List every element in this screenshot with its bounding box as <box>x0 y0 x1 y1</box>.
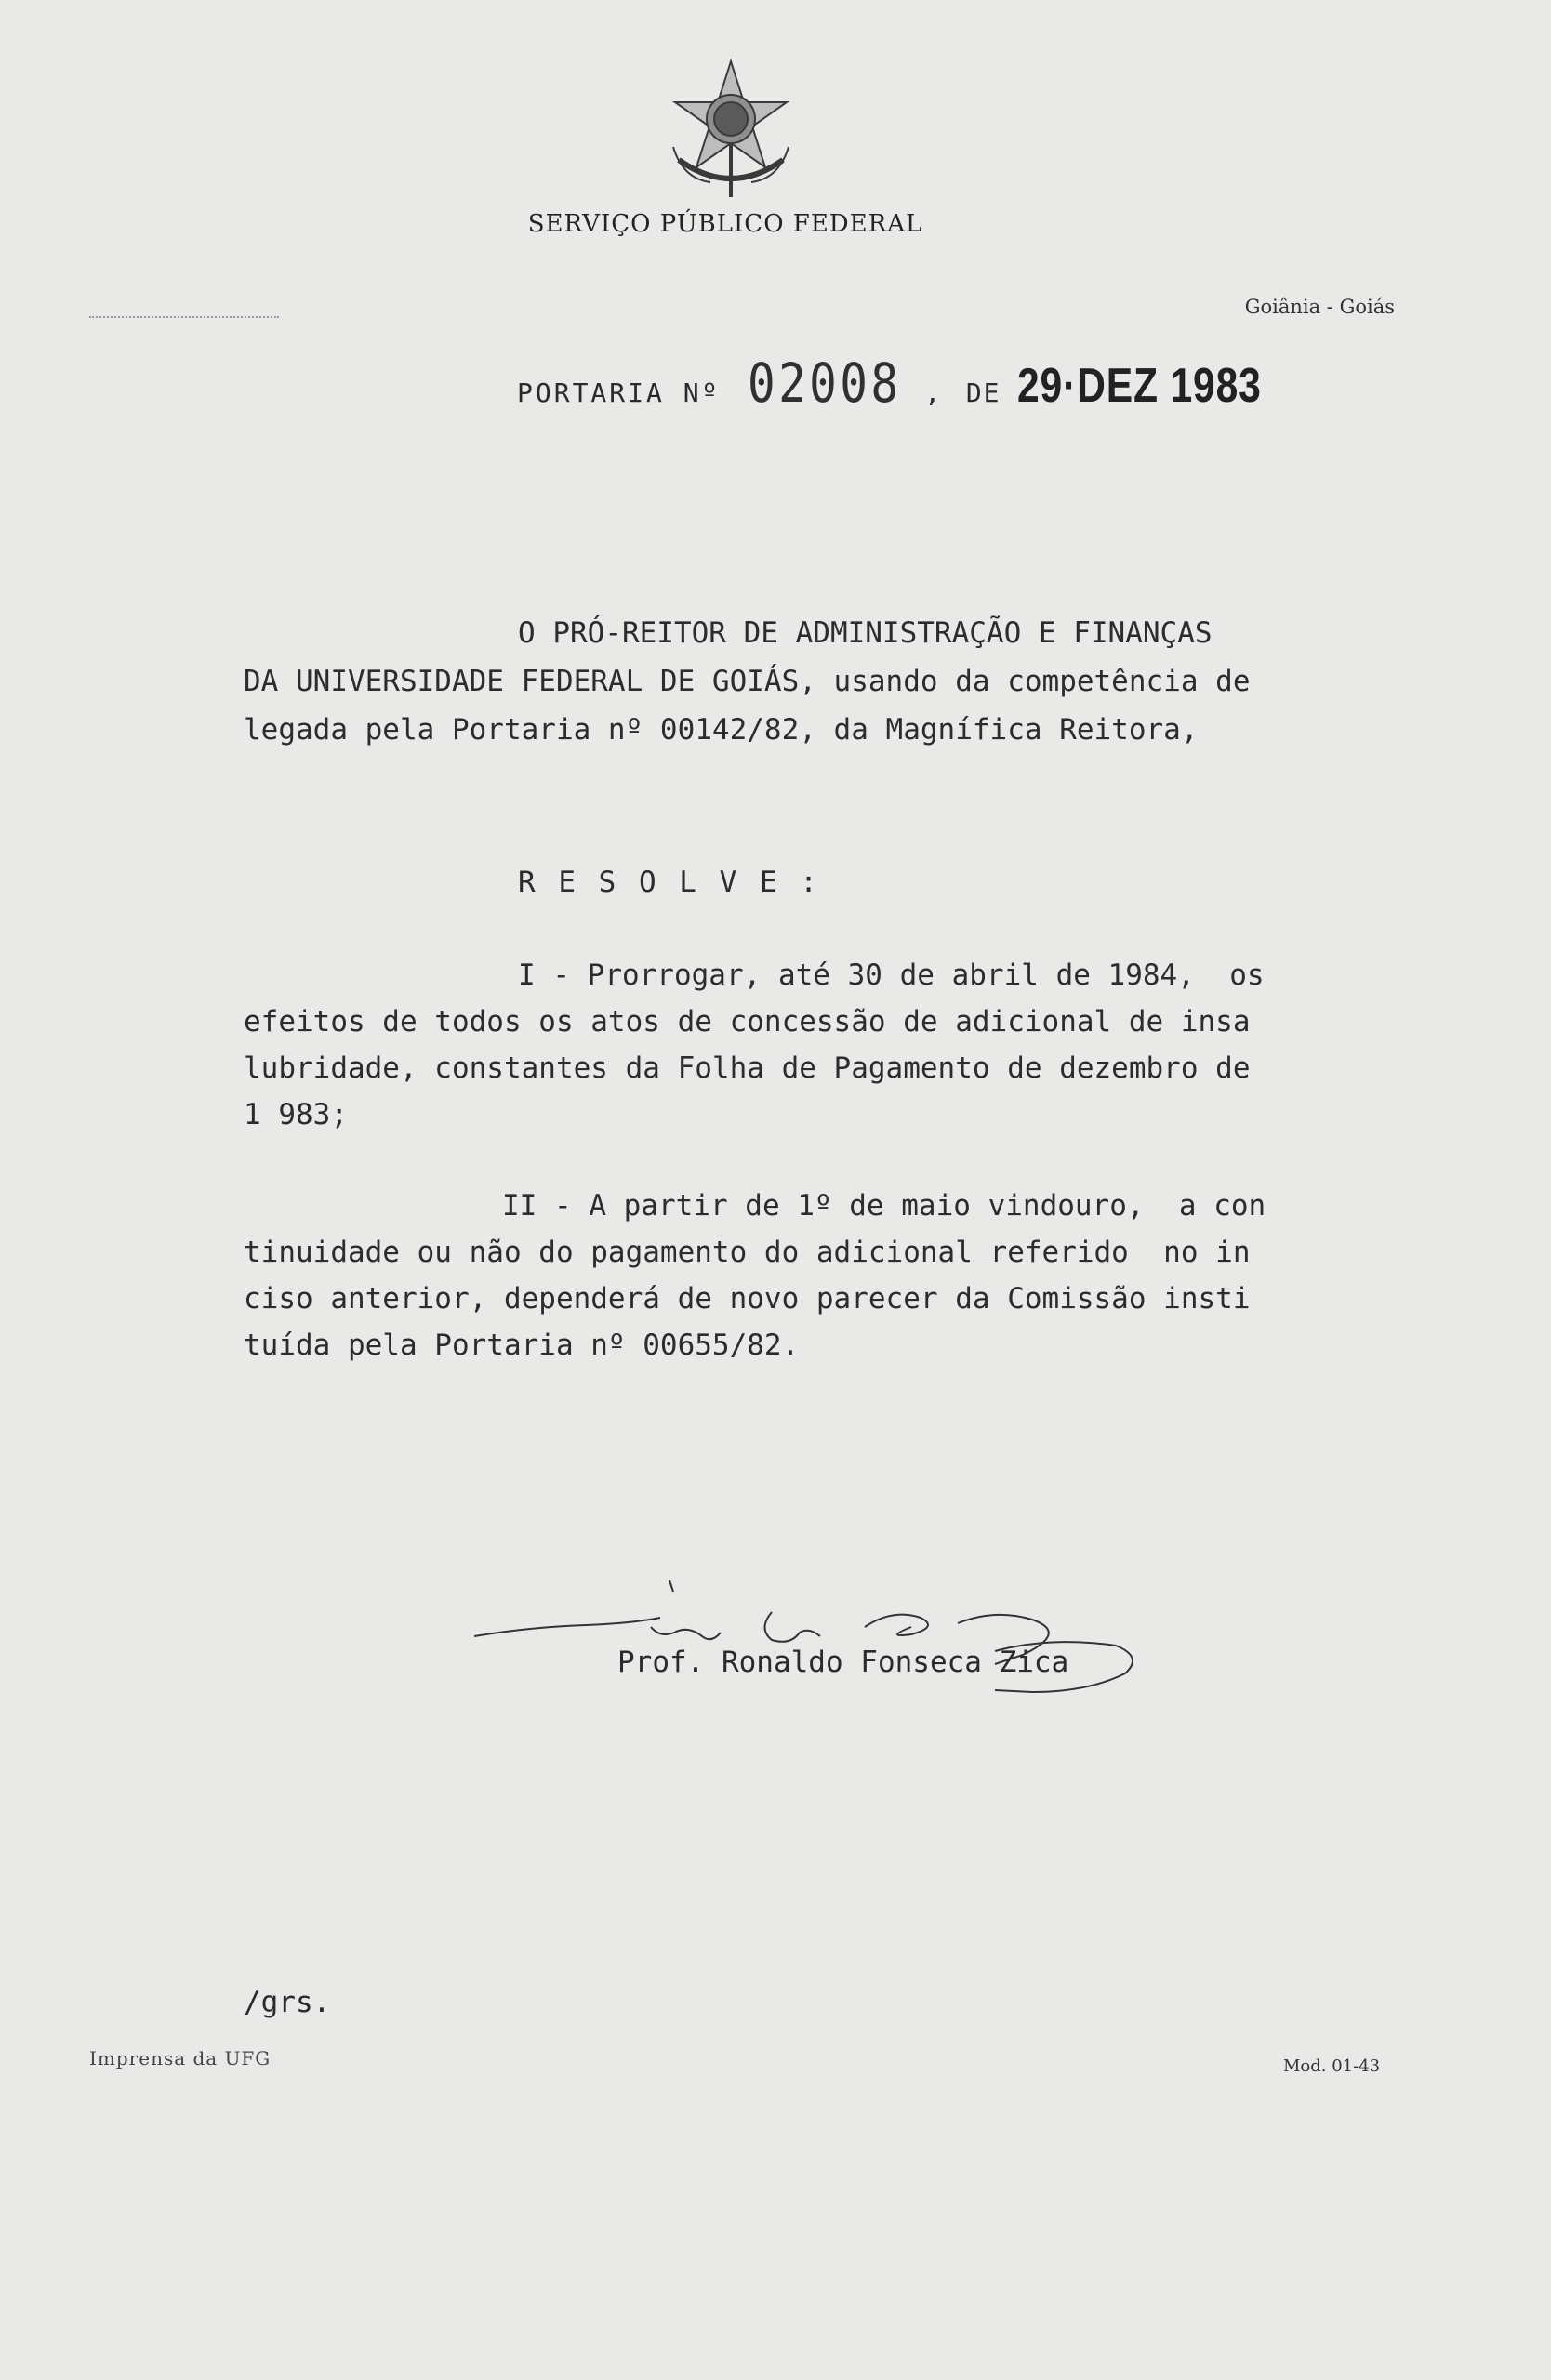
portaria-comma: , <box>924 377 941 408</box>
printer-label: Imprensa da UFG <box>89 2047 272 2069</box>
preamble-line: O PRÓ-REITOR DE ADMINISTRAÇÃO E FINANÇAS <box>518 616 1213 650</box>
item-ii-line: tuída pela Portaria nº 00655/82. <box>244 1329 800 1362</box>
signer-name: Prof. Ronaldo Fonseca Zica <box>617 1646 1069 1679</box>
typist-initials: /grs. <box>244 1986 331 2019</box>
form-model-code: Mod. 01-43 <box>1283 2056 1381 2076</box>
item-i-line: 1 983; <box>244 1098 348 1131</box>
portaria-label: PORTARIA Nº <box>517 377 721 408</box>
item-i-line: lubridade, constantes da Folha de Pagamento de dezembro de <box>244 1051 1251 1085</box>
item-ii-line: tinuidade ou não do pagamento do adicional referido no in <box>244 1236 1251 1269</box>
resolve-heading: R E S O L V E : <box>518 866 820 899</box>
preamble-line: legada pela Portaria nº 00142/82, da Magnífica Reitora, <box>244 713 1199 747</box>
item-i-line: efeitos de todos os atos de concessão de adicional de insa <box>244 1005 1251 1038</box>
item-i-line: I - Prorrogar, até 30 de abril de 1984, os <box>518 959 1265 992</box>
preamble-line: DA UNIVERSIDADE FEDERAL DE GOIÁS, usando da competência de <box>244 665 1251 698</box>
portaria-number: 02008 <box>748 351 902 415</box>
dotted-line <box>89 316 279 318</box>
portaria-date-stamp: 29·DEZ 1983 <box>1017 359 1262 413</box>
coat-of-arms-icon <box>664 58 798 205</box>
portaria-heading <box>517 351 1315 416</box>
item-ii-line: ciso anterior, dependerá de novo parecer da Comissão insti <box>244 1282 1251 1316</box>
city-label: Goiânia - Goiás <box>1244 296 1395 318</box>
item-ii-line: II - A partir de 1º de maio vindouro, a con <box>502 1189 1266 1223</box>
letterhead: SERVIÇO PÚBLICO FEDERAL <box>527 210 923 238</box>
portaria-de: DE <box>965 377 1001 408</box>
